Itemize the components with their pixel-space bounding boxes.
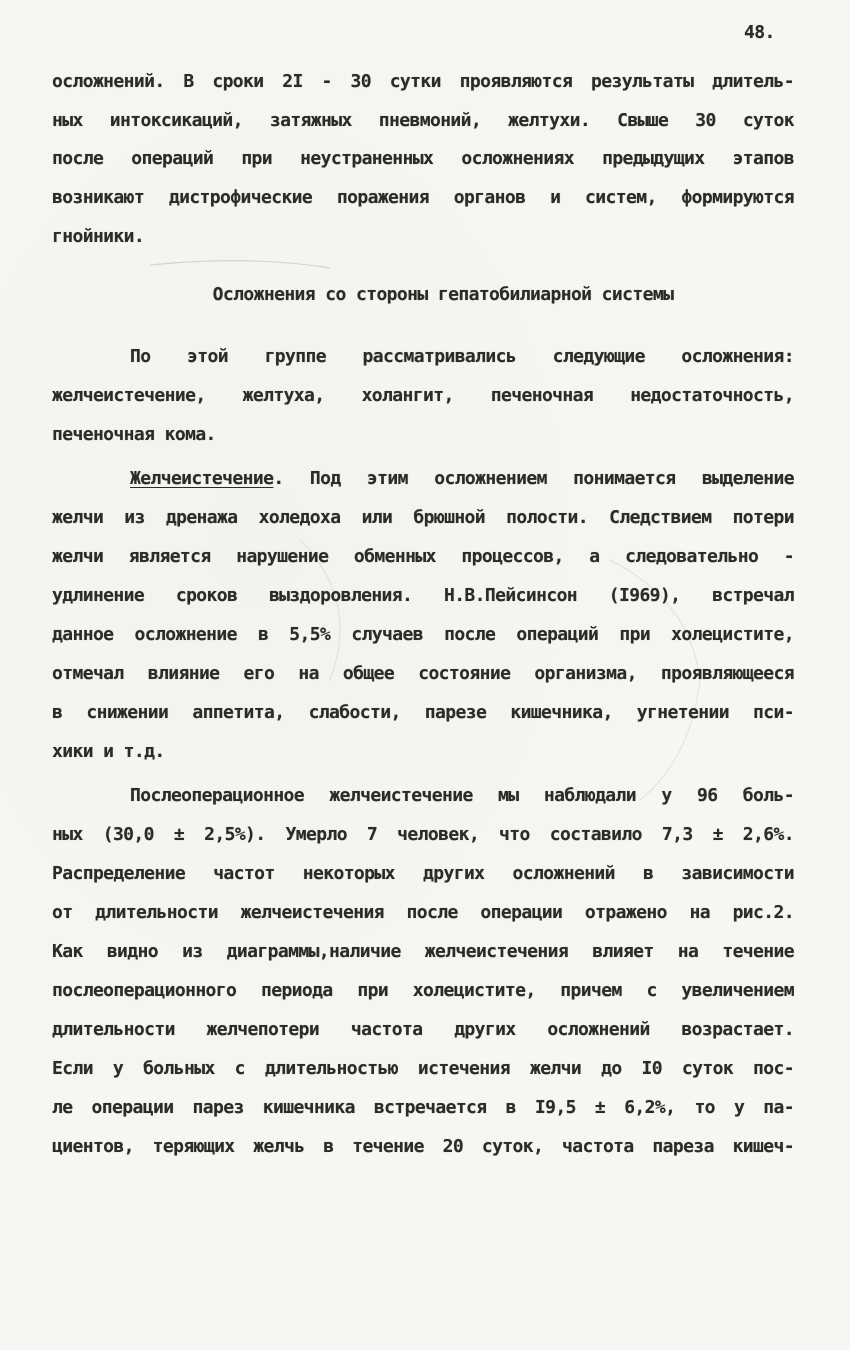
text-line: желчи из дренажа холедоха или брюшной полости. Следствием потери xyxy=(52,507,794,528)
page-number: 48. xyxy=(744,22,775,43)
text-line: от длительности желчеистечения после операции отражено на рис.2. xyxy=(52,902,794,923)
text-line: данное осложнение в 5,5% случаев после операций при холецистите, xyxy=(52,624,794,645)
text-line: гнойники. xyxy=(52,226,145,247)
text-line: хики и т.д. xyxy=(52,741,165,762)
section-heading: Осложнения со стороны гепатобилиарной системы xyxy=(212,284,674,305)
text-line: Как видно из диаграммы,наличие желчеистечения влияет на течение xyxy=(52,941,794,962)
text-line: . Под этим осложнением понимается выделение xyxy=(273,468,794,489)
text-line: По этой группе рассматривались следующие осложнения: xyxy=(130,346,794,367)
text-line: послеоперационного периода при холецистите, причем с увеличением xyxy=(52,980,794,1001)
text-line: Распределение частот некоторых других осложнений в зависимости xyxy=(52,863,794,884)
text-line: желчеистечение, желтуха, холангит, печеночная недостаточность, xyxy=(52,385,794,406)
text-line: в снижении аппетита, слабости, парезе кишечника, угнетении пси- xyxy=(52,702,794,723)
text-line: возникают дистрофические поражения органов и систем, формируются xyxy=(52,187,794,208)
text-line: длительности желчепотери частота других осложнений возрастает. xyxy=(52,1019,794,1040)
text-line: удлинение сроков выздоровления. Н.В.Пейсинсон (I969), встречал xyxy=(52,585,794,606)
text-line: Если у больных с длительностью истечения желчи до I0 суток пос- xyxy=(52,1058,794,1079)
term-bile-leakage: Желчеистечение xyxy=(130,468,274,489)
text-line: ле операции парез кишечника встречается в I9,5 ± 6,2%, то у па- xyxy=(52,1097,794,1118)
text-line: циентов, теряющих желчь в течение 20 суток, частота пареза кишеч- xyxy=(52,1136,794,1157)
text-line: ных интоксикаций, затяжных пневмоний, желтухи. Свыше 30 суток xyxy=(52,110,794,131)
text-line: отмечал влияние его на общее состояние организма, проявляющееся xyxy=(52,663,794,684)
text-line: Послеоперационное желчеистечение мы наблюдали у 96 боль- xyxy=(130,785,794,806)
text-line: желчи является нарушение обменных процессов, а следовательно - xyxy=(52,546,794,567)
text-line: после операций при неустраненных осложнениях предыдущих этапов xyxy=(52,148,794,169)
text-line: печеночная кома. xyxy=(52,424,216,445)
paragraph-start xyxy=(130,467,794,491)
text-line: осложнений. В сроки 2I - 30 сутки проявляются результаты длитель- xyxy=(52,71,794,92)
text-line: ных (30,0 ± 2,5%). Умерло 7 человек, что составило 7,3 ± 2,6%. xyxy=(52,824,794,845)
